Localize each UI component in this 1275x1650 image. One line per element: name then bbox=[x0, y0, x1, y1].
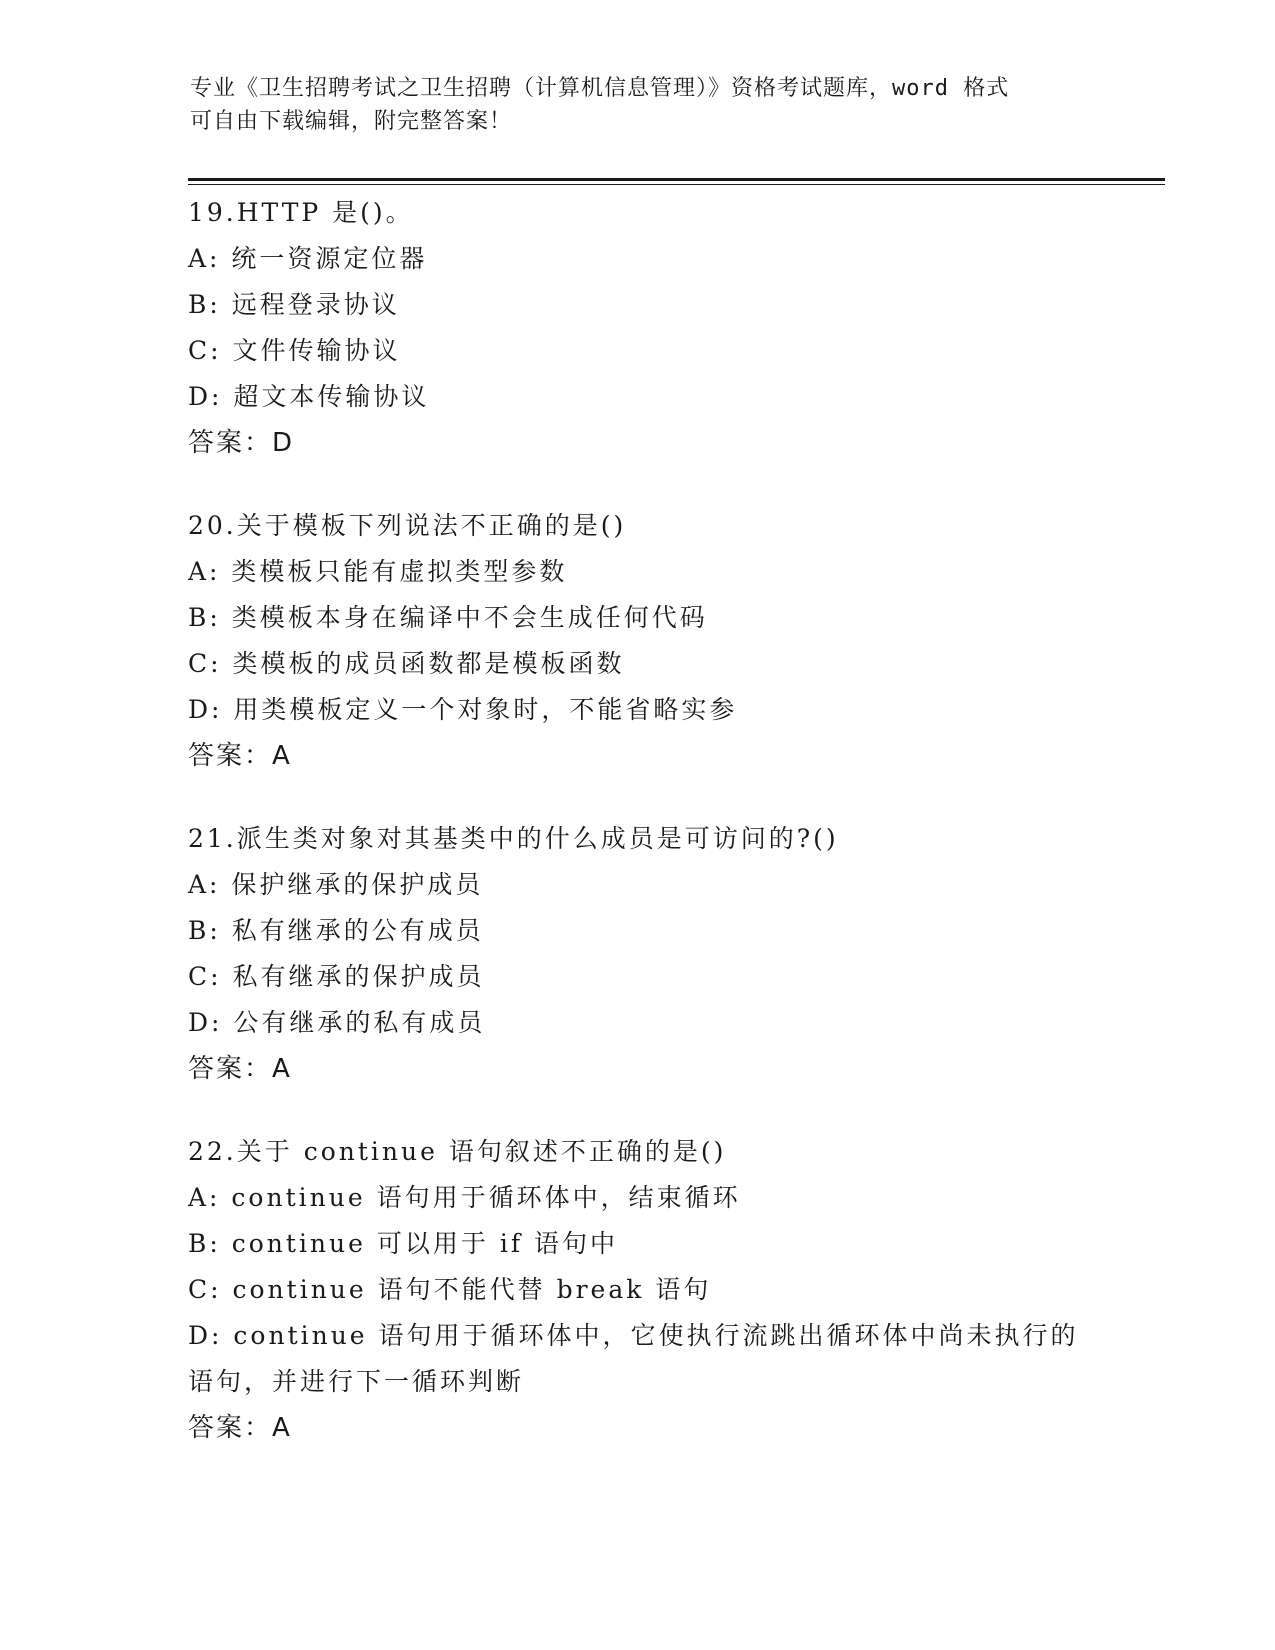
option-d: D: 公有继承的私有成员 bbox=[188, 1008, 486, 1037]
question-stem: 21.派生类对象对其基类中的什么成员是可访问的?() bbox=[188, 824, 839, 853]
answer-line: 答案：D bbox=[188, 428, 295, 458]
answer-line: 答案：A bbox=[188, 1413, 292, 1443]
option-c: C: 私有继承的保护成员 bbox=[188, 962, 485, 991]
option-b: B: 类模板本身在编译中不会生成任何代码 bbox=[188, 603, 708, 632]
header-divider-thin bbox=[188, 184, 1165, 185]
question-22 bbox=[188, 1129, 1148, 1451]
option-a: A: 类模板只能有虚拟类型参数 bbox=[188, 557, 568, 586]
question-list bbox=[188, 190, 1148, 1488]
header-divider-thick bbox=[188, 178, 1165, 181]
option-d: D: continue 语句用于循环体中，它使执行流跳出循环体中尚未执行的语句，并进行下一循环判断 bbox=[188, 1321, 1079, 1396]
question-19 bbox=[188, 190, 1148, 466]
option-c: C: 类模板的成员函数都是模板函数 bbox=[188, 649, 625, 678]
answer-line: 答案：A bbox=[188, 741, 292, 771]
question-stem: 20.关于模板下列说法不正确的是() bbox=[188, 511, 627, 540]
option-a: A: continue 语句用于循环体中，结束循环 bbox=[188, 1183, 741, 1212]
header-line-1: 专业《卫生招聘考试之卫生招聘（计算机信息管理）》资格考试题库，word 格式 bbox=[190, 76, 1010, 101]
header-line-2: 可自由下载编辑，附完整答案！ bbox=[190, 109, 513, 134]
question-21 bbox=[188, 816, 1148, 1092]
option-b: B: 私有继承的公有成员 bbox=[188, 916, 484, 945]
answer-line: 答案：A bbox=[188, 1054, 292, 1084]
question-20 bbox=[188, 503, 1148, 779]
option-b: B: 远程登录协议 bbox=[188, 290, 400, 319]
question-stem: 22.关于 continue 语句叙述不正确的是() bbox=[188, 1137, 727, 1166]
option-d: D: 超文本传输协议 bbox=[188, 382, 430, 411]
option-d: D: 用类模板定义一个对象时，不能省略实参 bbox=[188, 695, 738, 724]
option-a: A: 统一资源定位器 bbox=[188, 244, 428, 273]
question-stem: 19.HTTP 是()。 bbox=[188, 198, 414, 227]
option-c: C: continue 语句不能代替 break 语句 bbox=[188, 1275, 712, 1304]
option-b: B: continue 可以用于 if 语句中 bbox=[188, 1229, 619, 1258]
option-a: A: 保护继承的保护成员 bbox=[188, 870, 484, 899]
option-c: C: 文件传输协议 bbox=[188, 336, 401, 365]
document-header bbox=[190, 72, 1090, 138]
